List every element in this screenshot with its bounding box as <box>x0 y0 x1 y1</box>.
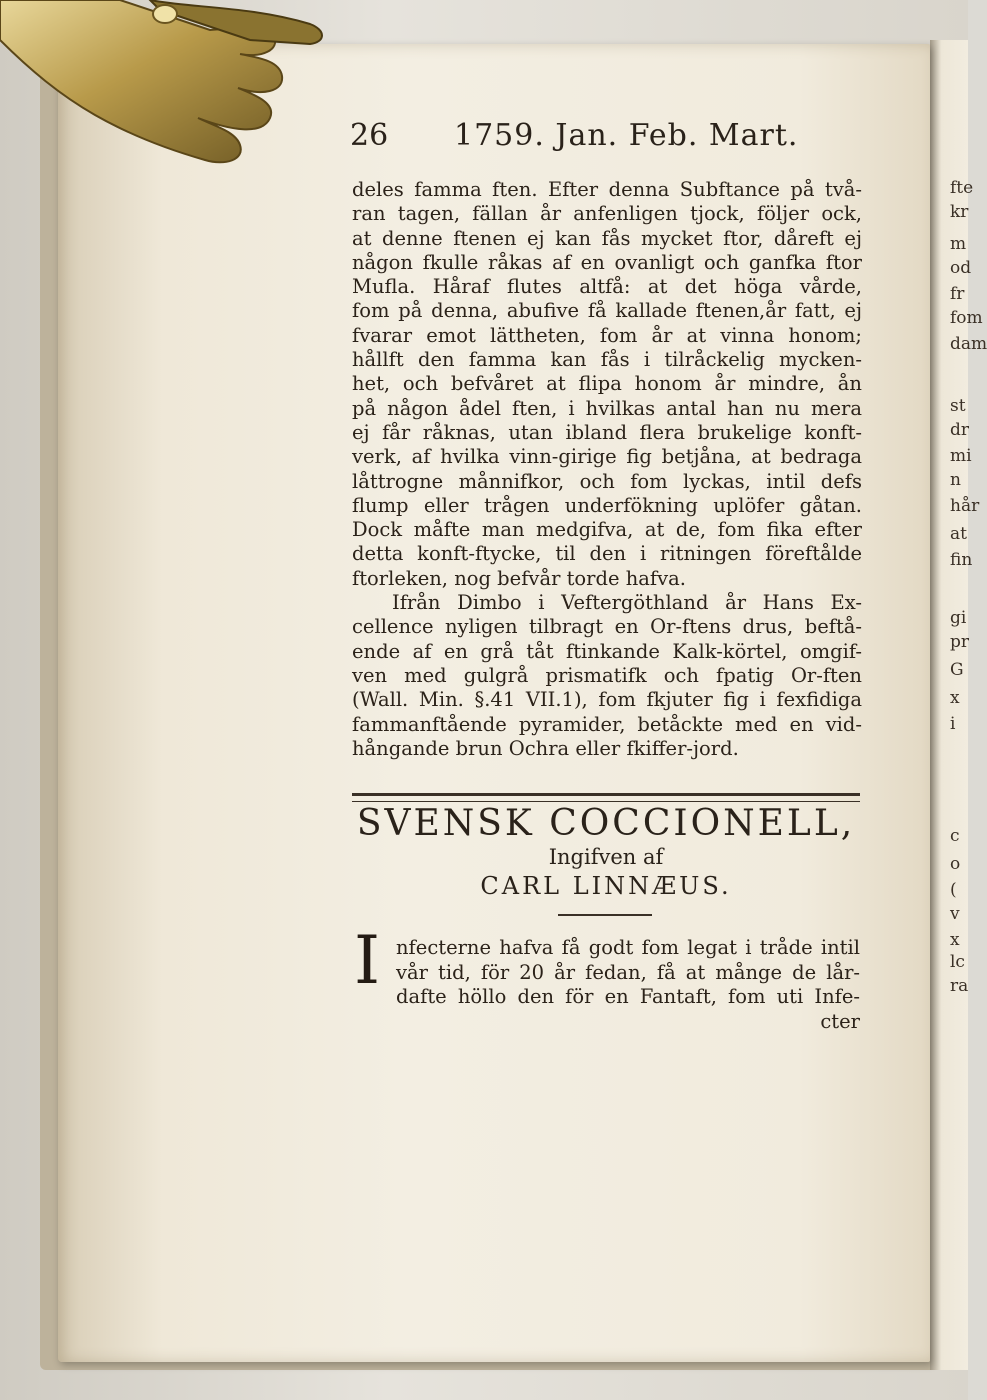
section-divider <box>352 793 860 802</box>
text-line: vår tid, för 20 år fedan, få at månge de lår- <box>396 960 860 984</box>
text-line: ftorleken, nog befvår torde hafva. <box>352 566 686 590</box>
text-line: dafte höllo den för en Fantaft, fom uti Infe- <box>396 985 860 1008</box>
facing-page-fragment: fte <box>950 178 974 198</box>
text-line: cter <box>820 1009 860 1033</box>
facing-page-fragment: n <box>950 470 961 490</box>
text-line: nfecterne hafva få godt fom legat i tråde intil <box>396 936 860 959</box>
text-line: fvarar emot lättheten, fom år at vinna honom; <box>352 323 862 347</box>
article-body <box>396 936 860 1034</box>
text-line: het, och befvåret at flipa honom år mindre, ån <box>352 372 862 396</box>
facing-page-fragment: gi <box>950 608 967 628</box>
facing-page-fragment: dr <box>950 420 970 440</box>
title-rule <box>558 914 652 916</box>
running-head: 1759. Jan. Feb. Mart. <box>454 118 799 153</box>
text-line: låttrogne månnifkor, och fom lyckas, intil defs <box>352 469 862 493</box>
text-line: (Wall. Min. §.41 VII.1), fom fkjuter fig i fexfidiga <box>352 688 862 712</box>
running-header <box>350 118 870 162</box>
text-line: på någon ådel ften, i hvilkas antal han nu mera <box>352 396 862 420</box>
facing-page-fragment: fr <box>950 284 965 304</box>
text-line: Ifrån Dimbo i Veftergöthland år Hans Ex- <box>392 591 862 615</box>
text-line: detta konft-ftycke, til den i ritningen föreftålde <box>352 542 862 566</box>
facing-page-fragment: lc <box>950 952 965 972</box>
text-line: verk, af hvilka vinn-girige fig betjåna, at bedraga <box>352 445 862 469</box>
facing-page-fragment: dam <box>950 334 987 354</box>
facing-page-fragment: o <box>950 854 961 874</box>
facing-page-fragment: fom <box>950 308 983 328</box>
text-line: Mufla. Håraf flutes altfå: at det höga vårde, <box>352 275 862 299</box>
text-line: fammanftående pyramider, betåckte med en vid- <box>352 712 862 736</box>
facing-page-fragment: st <box>950 396 966 416</box>
facing-page-fragment: mi <box>950 446 972 466</box>
facing-page-fragment: od <box>950 258 972 278</box>
facing-page-fragment: fin <box>950 550 973 570</box>
facing-page-fragment: i <box>950 714 956 734</box>
text-line: ende af en grå tåt ftinkande Kalk-körtel, omgif- <box>352 639 862 663</box>
text-line: hållft den famma kan fås i tilråckelig mycken- <box>352 348 862 372</box>
text-line: at denne ftenen ej kan fås mycket ftor, dåreft ej <box>352 226 862 250</box>
paragraph-1 <box>352 178 862 591</box>
text-line: ven med gulgrå prismatifk och fpatig Or-ften <box>352 663 862 687</box>
facing-page-fragment: at <box>950 524 967 544</box>
text-line: flump eller trågen underfökning uplöfer gåtan. <box>352 493 862 517</box>
facing-page-fragment: x <box>950 688 960 708</box>
text-line: ran tagen, fällan år anfenligen tjock, följer ock, <box>352 202 862 226</box>
body-text <box>352 178 862 761</box>
facing-page-fragment: pr <box>950 632 970 652</box>
text-line: ej får råknas, utan ibland flera brukelige konft- <box>352 420 862 444</box>
article-subtitle: Ingifven af <box>548 845 664 869</box>
facing-page-fragment: ( <box>950 880 957 900</box>
page-number: 26 <box>350 118 389 153</box>
article-author: CARL LINNÆUS. <box>480 872 732 900</box>
facing-page-fragment: m <box>950 234 967 254</box>
paragraph-2 <box>352 591 862 761</box>
article-title: SVENSK COCCIONELL, <box>356 803 856 844</box>
facing-page-fragment: kr <box>950 202 969 222</box>
facing-page-fragment: x <box>950 930 960 950</box>
facing-page-fragment: ra <box>950 976 969 996</box>
drop-cap: I <box>354 922 381 999</box>
text-line: cellence nyligen tilbragt en Or-ftens drus, beftå- <box>352 615 862 639</box>
text-line: hångande brun Ochra eller fkiffer-jord. <box>352 736 739 760</box>
text-line: deles famma ften. Efter denna Subftance på två- <box>352 178 862 201</box>
facing-page-fragment: hår <box>950 496 980 516</box>
facing-page-fragment: G <box>950 660 964 680</box>
brass-clip-icon <box>0 0 330 180</box>
facing-page-fragment: v <box>950 904 960 924</box>
text-line: någon fkulle råkas af en ovanligt och ganfka ftor <box>352 250 862 274</box>
text-line: fom på denna, abufive få kallade ftenen,år fatt, ej <box>352 299 862 323</box>
text-line: Dock måfte man medgifva, at de, fom fika efter <box>352 518 862 542</box>
facing-page-fragment: c <box>950 826 960 846</box>
